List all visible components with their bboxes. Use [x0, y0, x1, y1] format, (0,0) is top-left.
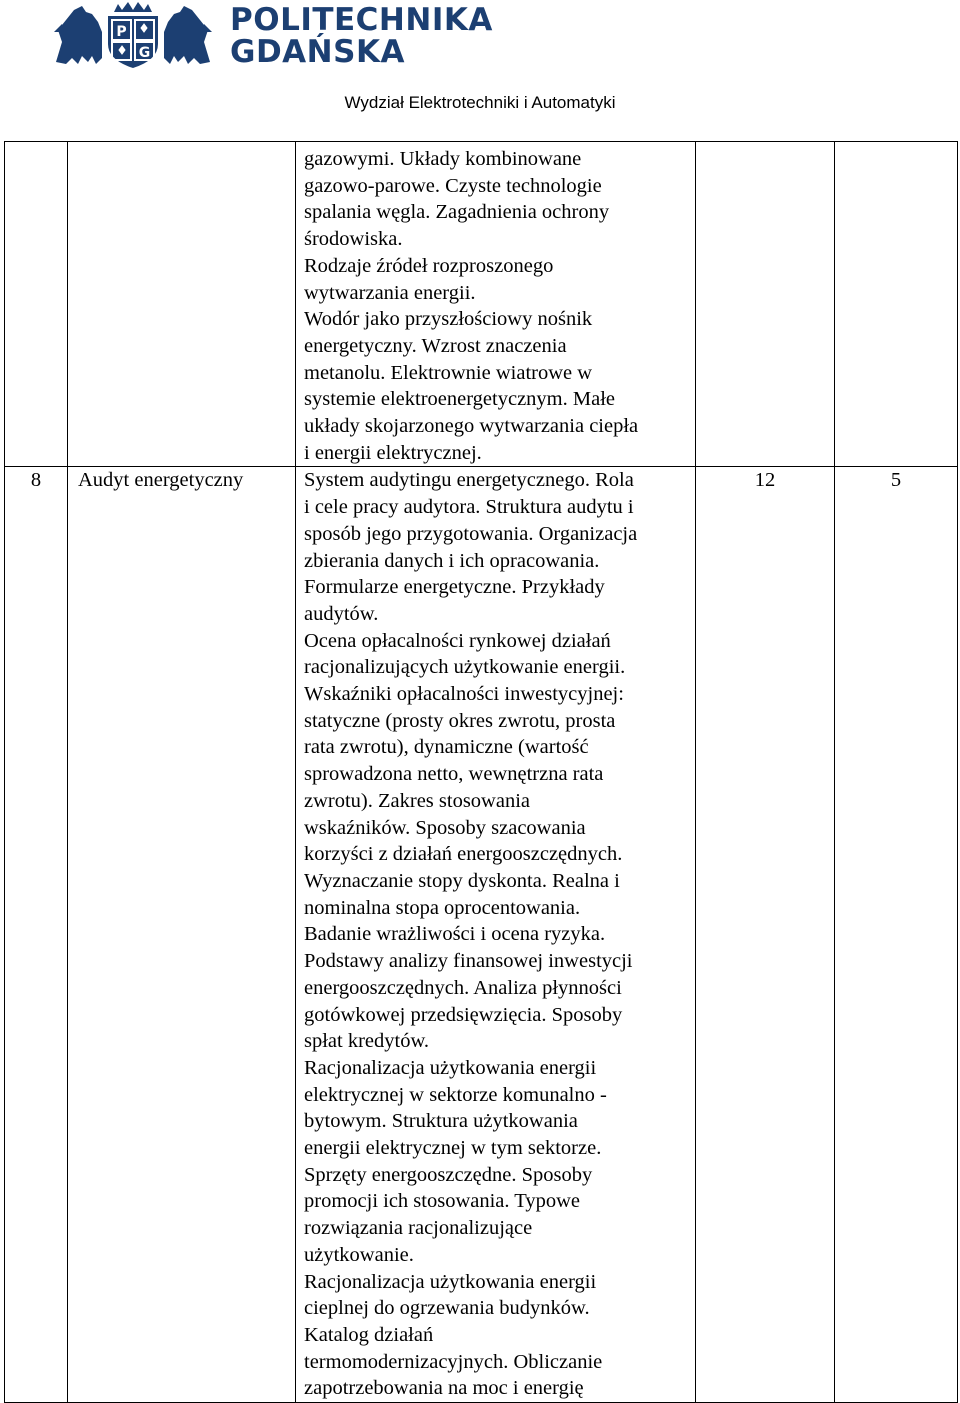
content-line: Badanie wrażliwości i ocena ryzyka.	[304, 923, 606, 946]
content-line: sprowadzona netto, wewnętrzna rata	[304, 763, 604, 786]
content-line: termomodernizacyjnych. Obliczanie	[304, 1350, 603, 1373]
logo-letter-g: G	[138, 45, 151, 61]
content-line: systemie elektroenergetycznym. Małe	[304, 388, 615, 411]
content-line: i energii elektrycznej.	[304, 441, 482, 464]
row-number: 8	[30, 469, 42, 492]
cell-number	[5, 142, 68, 467]
content-line: Formularze energetyczne. Przykłady	[304, 576, 605, 599]
curriculum-table	[4, 141, 958, 1403]
cell-content	[296, 142, 696, 467]
cell-ects	[835, 467, 958, 1403]
cell-number	[5, 467, 68, 1403]
content-line: środowiska.	[304, 228, 403, 251]
cell-ects	[835, 142, 958, 467]
content-line: korzyści z działań energooszczędnych.	[304, 843, 623, 866]
content-line: energooszczędnych. Analiza płynności	[304, 976, 622, 999]
content-line: Katalog działań	[304, 1323, 434, 1346]
cell-hours	[696, 467, 835, 1403]
university-name-line2: GDAŃSKA	[230, 34, 405, 70]
content-line: Racjonalizacja użytkowania energii	[304, 1270, 597, 1293]
content-line: bytowym. Struktura użytkowania	[304, 1110, 578, 1133]
row-hours: 12	[754, 469, 776, 492]
content-line: Wodór jako przyszłościowy nośnik	[304, 308, 593, 331]
content-line: zwrotu). Zakres stosowania	[304, 789, 531, 812]
row-ects: 5	[890, 469, 902, 492]
content-line: Wyznaczanie stopy dyskonta. Realna i	[304, 869, 620, 892]
content-line: użytkowanie.	[304, 1243, 414, 1266]
content-line: nominalna stopa oprocentowania.	[304, 896, 581, 919]
university-name	[230, 4, 493, 68]
content-line: Racjonalizacja użytkowania energii	[304, 1056, 597, 1079]
content-line: energii elektrycznej w tym sektorze.	[304, 1137, 602, 1160]
content-line: Rodzaje źródeł rozproszonego	[304, 254, 554, 277]
cell-content	[296, 467, 696, 1403]
faculty-name: Wydział Elektrotechniki i Automatyki	[344, 93, 616, 112]
content-line: Podstawy analizy finansowej inwestycji	[304, 950, 633, 973]
content-line: metanolu. Elektrownie wiatrowe w	[304, 361, 593, 384]
content-line: gazowymi. Układy kombinowane	[304, 148, 582, 170]
content-line: cieplnej do ogrzewania budynków.	[304, 1297, 590, 1320]
content-line: gotówkowej przedsięwzięcia. Sposoby	[304, 1003, 623, 1026]
content-line: wskaźników. Sposoby szacowania	[304, 816, 586, 839]
content-line: wytwarzania energii.	[304, 281, 476, 304]
content-line: spłat kredytów.	[304, 1030, 430, 1053]
content-line: energetyczny. Wzrost znaczenia	[304, 334, 567, 357]
content-line: elektrycznej w sektorze komunalno -	[304, 1083, 607, 1106]
content-line: System audytingu energetycznego. Rola	[304, 469, 634, 492]
cell-topic	[68, 142, 296, 467]
table-row-continued	[5, 142, 958, 467]
content-line: spalania węgla. Zagadnienia ochrony	[304, 201, 610, 224]
university-logo-icon	[52, 2, 214, 70]
row-topic: Audyt energetyczny	[78, 469, 244, 492]
content-line: układy skojarzonego wytwarzania ciepła	[304, 415, 639, 438]
cell-hours	[696, 142, 835, 467]
content-line: zbierania danych i ich opracowania.	[304, 549, 600, 572]
content-line: promocji ich stosowania. Typowe	[304, 1190, 581, 1213]
cell-topic	[68, 467, 296, 1403]
page-header	[0, 0, 960, 140]
university-name-line1: POLITECHNIKA	[230, 2, 493, 38]
logo-letter-p: P	[116, 24, 127, 40]
content-line: Ocena opłacalności rynkowej działań	[304, 629, 611, 652]
content-line: statyczne (prosty okres zwrotu, prosta	[304, 709, 616, 732]
content-line: audytów.	[304, 602, 379, 625]
content-line: Wskaźniki opłacalności inwestycyjnej:	[304, 683, 624, 706]
content-line: sposób jego przygotowania. Organizacja	[304, 522, 638, 545]
table-row-8	[5, 467, 958, 1403]
content-line: i cele pracy audytora. Struktura audytu i	[304, 496, 634, 519]
content-line: zapotrzebowania na moc i energię	[304, 1377, 584, 1400]
content-line: rata zwrotu), dynamiczne (wartość	[304, 736, 589, 759]
content-line: gazowo-parowe. Czyste technologie	[304, 174, 602, 197]
content-line: rozwiązania racjonalizujące	[304, 1217, 533, 1240]
content-line: Sprzęty energooszczędne. Sposoby	[304, 1163, 593, 1186]
content-line: racjonalizujących użytkowanie energii.	[304, 656, 626, 679]
